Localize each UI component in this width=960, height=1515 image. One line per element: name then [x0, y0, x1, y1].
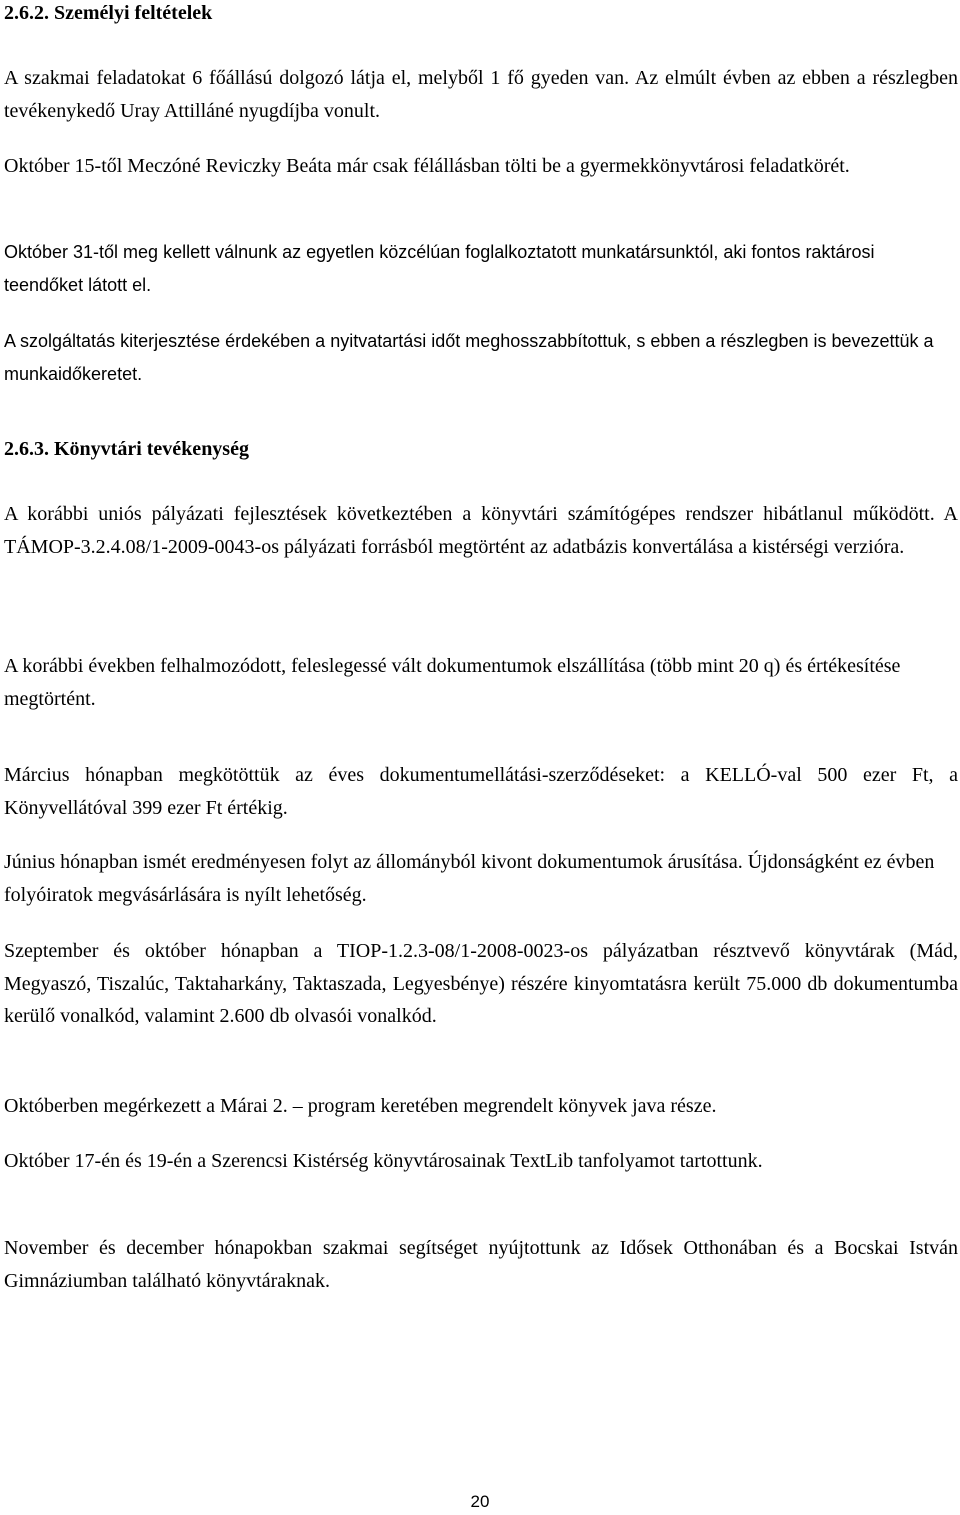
paragraph-disposal: A korábbi években felhalmozódott, feleslegessé vált dokumentumok elszállítása (több mint 20 q) és értékesítése megtörtént. [4, 655, 901, 710]
paragraph-public-worker: Október 31-től meg kellett válnunk az egyetlen közcélúan foglalkoztatott munkatársunktól, aki fontos raktárosi teendőket látott el. [4, 242, 875, 295]
paragraph-help: November és december hónapokban szakmai segítséget nyújtottunk az Idősek Otthonában és a Bocskai István Gimnáziumban található könyvtáraknak. [4, 1237, 958, 1292]
paragraph-system: A korábbi uniós pályázati fejlesztések következtében a könyvtári számítógépes rendszer hibátlanul működött. A TÁMOP-3.2.4.08/1-2009-0043-os pályázati forrásból megtörtént az adatbázis konvertálása a kistérségi verzióra. [4, 503, 958, 558]
section-heading-262: 2.6.2. Személyi feltételek [4, 2, 213, 24]
paragraph-staff: A szakmai feladatokat 6 főállású dolgozó látja el, melyből 1 fő gyeden van. Az elmúlt évben az ebben a részlegben tevékenykedő Uray Attilláné nyugdíjba vonult. [4, 67, 958, 122]
paragraph-sale: Június hónapban ismét eredményesen folyt az állományból kivont dokumentumok árusítása. Újdonságként ez évben folyóiratok megvásárlására is nyílt lehetőség. [4, 851, 935, 906]
page-number: 20 [470, 1492, 490, 1511]
paragraph-part-time: Október 15-től Meczóné Reviczky Beáta már csak félállásban tölti be a gyermekkönyvtárosi feladatkörét. [4, 155, 850, 177]
paragraph-barcodes: Szeptember és október hónapban a TIOP-1.2.3-08/1-2008-0023-os pályázatban résztvevő könyvtárak (Mád, Megyaszó, Tiszalúc, Taktaharkány, Taktaszada, Legyesbénye) részére kinyomtatásra került 75.000 db dokumentumba kerülő vonalkód, valamint 2.600 db olvasói vonalkód. [4, 940, 958, 1027]
paragraph-textlib: Október 17-én és 19-én a Szerencsi Kistérség könyvtárosainak TextLib tanfolyamot tartottunk. [4, 1150, 763, 1172]
paragraph-marai: Októberben megérkezett a Márai 2. – program keretében megrendelt könyvek java része. [4, 1095, 717, 1117]
paragraph-contracts: Március hónapban megkötöttük az éves dokumentumellátási-szerződéseket: a KELLÓ-val 500 ezer Ft, a Könyvellátóval 399 ezer Ft értékig. [4, 764, 958, 819]
paragraph-opening-hours: A szolgáltatás kiterjesztése érdekében a nyitvatartási időt meghosszabbítottuk, s ebben a részlegben is bevezettük a munkaidőkeretet. [4, 331, 934, 384]
section-heading-263: 2.6.3. Könyvtári tevékenység [4, 438, 249, 460]
